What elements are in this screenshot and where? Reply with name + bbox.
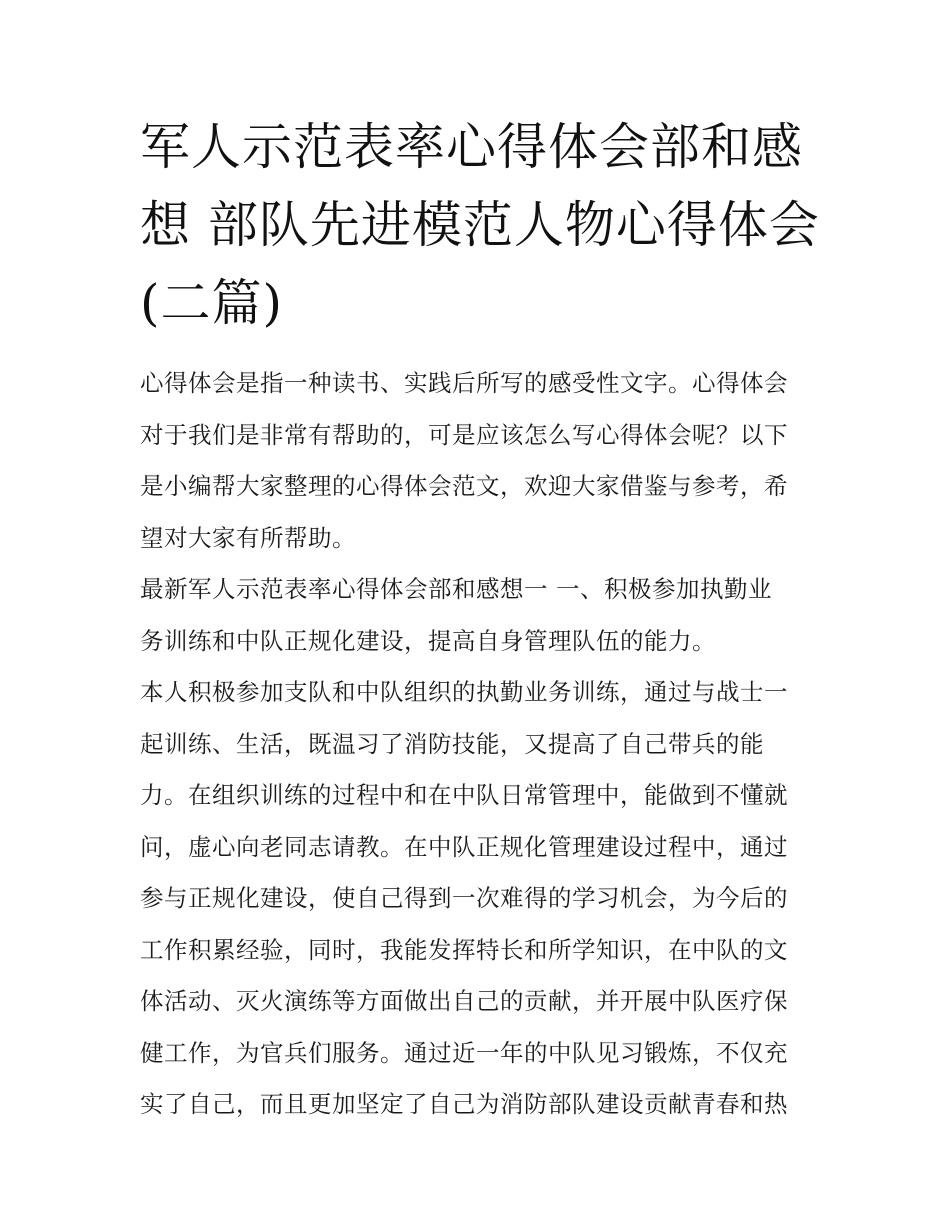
document-page (140, 108, 820, 1131)
text-line: 健工作，为官兵们服务。通过近一年的中队见习锻炼，不仅充 (140, 1038, 788, 1067)
title-line: 军人示范表率心得体会部和感 (140, 118, 803, 176)
text-line: 望对大家有所帮助。 (140, 523, 356, 552)
text-line: 实了自己，而且更加坚定了自己为消防部队建设贡献青春和热 (140, 1090, 788, 1118)
text-line: 是小编帮大家整理的心得体会范文，欢迎大家借鉴与参考，希 (140, 472, 788, 500)
text-line: 对于我们是非常有帮助的，可是应该怎么写心得体会呢？以下 (140, 420, 788, 449)
text-line: 工作积累经验，同时，我能发挥特长和所学知识，在中队的文 (140, 935, 788, 964)
intro-paragraph (140, 358, 815, 564)
text-line: 心得体会是指一种读书、实践后所写的感受性文字。心得体会 (140, 369, 788, 397)
text-line: 最新军人示范表率心得体会部和感想一 一、积极参加执勤业 (140, 575, 772, 603)
text-line: 体活动、灭火演练等方面做出自己的贡献，并开展中队医疗保 (140, 987, 788, 1015)
text-line: 力。在组织训练的过程中和在中队日常管理中，能做到不懂就 (140, 781, 788, 809)
text-line: 务训练和中队正规化建设，提高自身管理队伍的能力。 (140, 626, 716, 655)
document-title (140, 108, 820, 342)
section-heading-paragraph (140, 564, 815, 667)
title-line: (二篇) (140, 274, 284, 332)
text-line: 问，虚心向老同志请教。在中队正规化管理建设过程中，通过 (140, 832, 788, 861)
text-line: 起训练、生活，既温习了消防技能，又提高了自己带兵的能 (140, 729, 764, 758)
text-line: 参与正规化建设，使自己得到一次难得的学习机会，为今后的 (140, 884, 788, 912)
title-line: 想 部队先进模范人物心得体会 (140, 196, 820, 254)
body-paragraph (140, 667, 815, 1131)
document-body (140, 358, 815, 1131)
text-line: 本人积极参加支队和中队组织的执勤业务训练，通过与战士一 (140, 678, 788, 706)
